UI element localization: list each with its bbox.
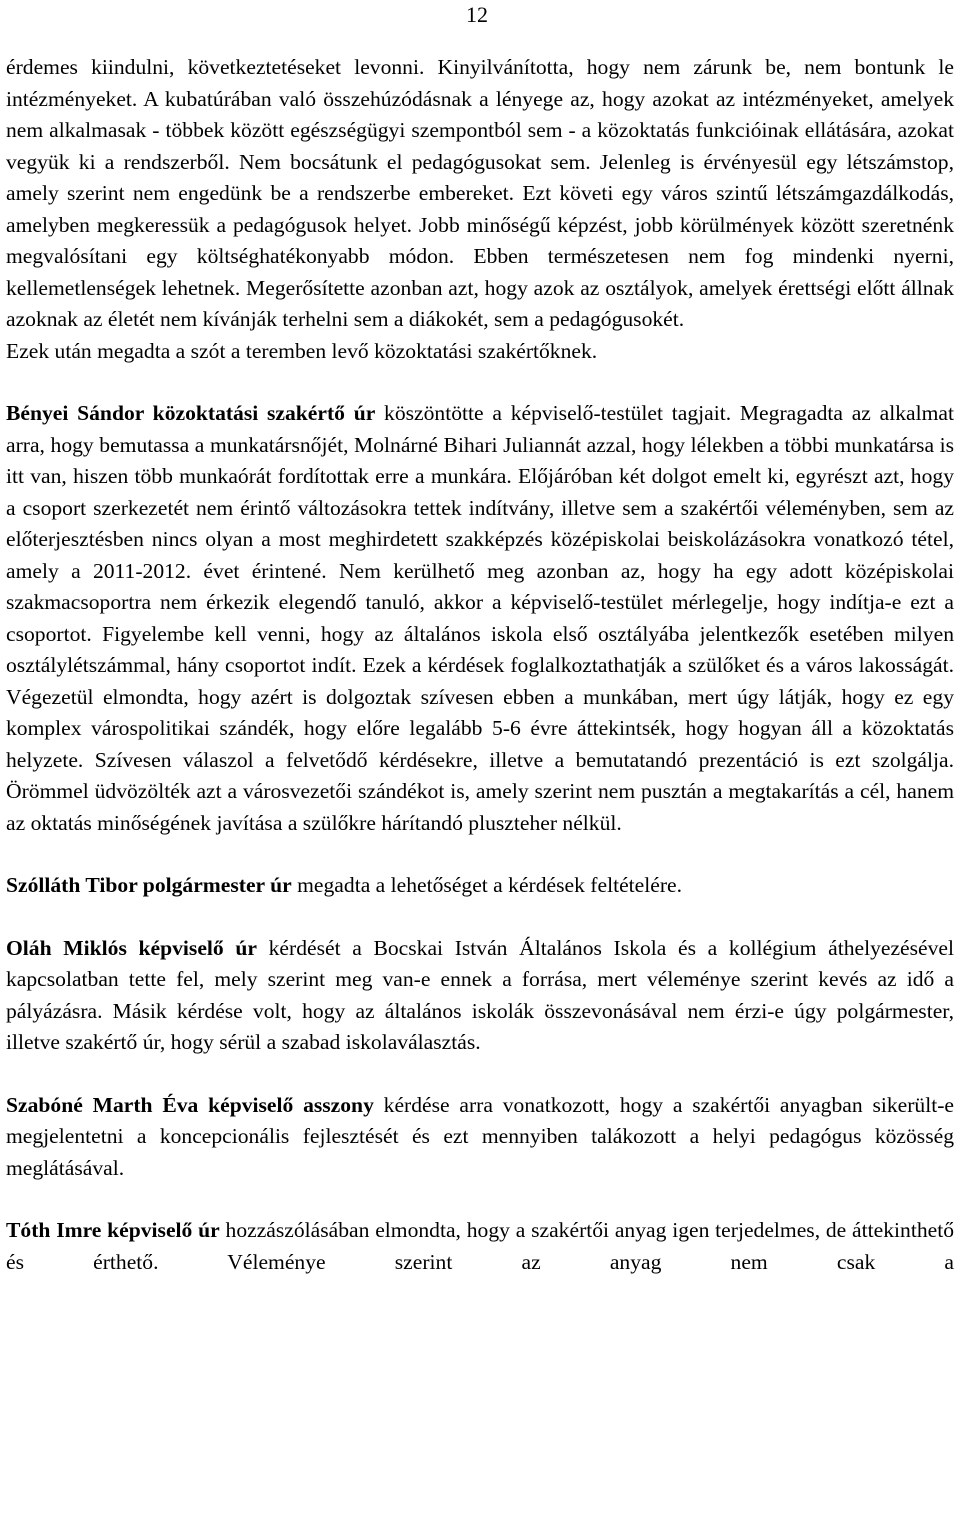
paragraph-gap <box>6 902 954 933</box>
speaker-szabone: Szabóné Marth Éva képviselő asszony <box>6 1092 374 1117</box>
speaker-olah: Oláh Miklós képviselő úr <box>6 935 257 960</box>
paragraph-gap <box>6 1059 954 1090</box>
paragraph-2 <box>6 336 954 368</box>
speaker-toth: Tóth Imre képviselő úr <box>6 1218 220 1242</box>
page-number: 12 <box>466 2 488 27</box>
paragraph-gap <box>6 1184 954 1215</box>
paragraph-gap <box>6 839 954 870</box>
speaker-benyei: Bényei Sándor közoktatási szakértő úr <box>6 401 376 425</box>
document-body <box>6 52 954 1278</box>
paragraph-2-text: Ezek után megadta a szót a teremben levő közoktatási szakértőknek. <box>6 338 598 363</box>
speaker-szollath: Szólláth Tibor polgármester úr <box>6 873 292 897</box>
paragraph-6-text: kérdése arra vonatkozott, hogy a szakértői anyagban sikerült-e megjelentetni a koncepcionális fejlesztését és ezt mennyiben talákozott a helyi pedagógus közösség meglátásával. <box>6 1092 954 1180</box>
paragraph-3 <box>6 398 954 839</box>
paragraph-1-text: érdemes kiindulni, következtetéseket levonni. Kinyilvánította, hogy nem zárunk be, nem bontunk le intézményeket. A kubatúrában való összehúzódásnak a lényege az, hogy azokat az intézményeket, amelyek nem alkalmasak - többek között egészségügyi szempontból sem - a közoktatás funkcióinak ellátására, azokat vegyük ki a rendszerből. Nem bocsátunk el pedagógusokat sem. Jelenleg is érvényesül egy létszámstop, amely szerint nem engedünk be a rendszerbe embereket. Ezt követi egy város szintű létszámgazdálkodás, amelyben megkeressük a pedagógusok helyet. Jobb minőségű képzést, jobb körülmények között szeretnénk megvalósítani egy költséghatékonyabb módon. Ebben természetesen nem fog mindenki nyerni, kellemetlenségek lehetnek. Megerősítette azonban azt, hogy azok az osztályok, amelyek érettségi előtt állnak azoknak az életét nem kívánják terhelni sem a diákokét, sem a pedagógusokét. <box>6 55 954 331</box>
paragraph-1 <box>6 52 954 336</box>
paragraph-5-text: kérdését a Bocskai István Általános Iskola és a kollégium áthelyezésével kapcsolatban tette fel, mely szerint meg van-e ennek a forrása, mert véleménye szerint kevés az idő a pályázásra. Másik kérdése volt, hogy az általános iskolák összevonásával nem érzi-e úgy polgármester, illetve szakértő úr, hogy sérül a szabad iskolaválasztás. <box>6 935 955 1054</box>
paragraph-3-text: köszöntötte a képviselő-testület tagjait. Megragadta az alkalmat arra, hogy bemutassa a munkatársnőjét, Molnárné Bihari Juliannát azzal, hogy lélekben a többi munkatársa is itt van, hiszen több munkaórát fordítottak erre a munkára. Előjáróban két dolgot emelt ki, egyrészt azt, hogy a csoport szerkezetét nem érintő változásokra tettek indítvány, illetve sem a szakértői véleményben, sem az előterjesztésben nincs olyan a most meghirdetett szakképzés középiskolai beiskolázásokra vonatkozó tétel, amely a 2011-2012. évet érintené. Nem kerülhető meg azonban az, hogy ha egy adott középiskolai szakmacsoportra nem érkezik elegendő tanuló, akkor a képviselő-testület mérlegelje, hogy indítja-e ezt a csoportot. Figyelembe kell venni, hogy az általános iskola első osztályába jelentkezők esetében milyen osztálylétszámmal, hány csoportot indít. Ezek a kérdések foglalkoztathatják a szülőket és a város lakosságát. Végezetül elmondta, hogy azért is dolgoztak szívesen ebben a munkában, mert úgy látják, hogy ez egy komplex várospolitikai szándék, hogy előre legalább 5-6 évre áttekintsék, hogy hogyan áll a közoktatás helyzete. Szívesen válaszol a felvetődő kérdésekre, illetve a bemutatandó prezentáció is ezt szolgálja. Örömmel üdvözölték azt a városvezetői szándékot is, amely szerint nem pusztán a megtakarítás a cél, hanem az oktatás minőségének javítása a szülőkre hárítandó pluszteher nélkül. <box>6 401 954 835</box>
paragraph-7-text: hozzászólásában elmondta, hogy a szakértői anyag igen terjedelmes, de áttekinthető és érthető. Véleménye szerint az anyag nem csak a <box>6 1218 954 1274</box>
paragraph-5 <box>6 933 954 1059</box>
paragraph-4 <box>6 870 954 902</box>
paragraph-6 <box>6 1090 954 1185</box>
paragraph-gap <box>6 367 954 398</box>
paragraph-4-text: megadta a lehetőséget a kérdések feltételére. <box>291 873 683 897</box>
paragraph-7 <box>6 1215 954 1278</box>
